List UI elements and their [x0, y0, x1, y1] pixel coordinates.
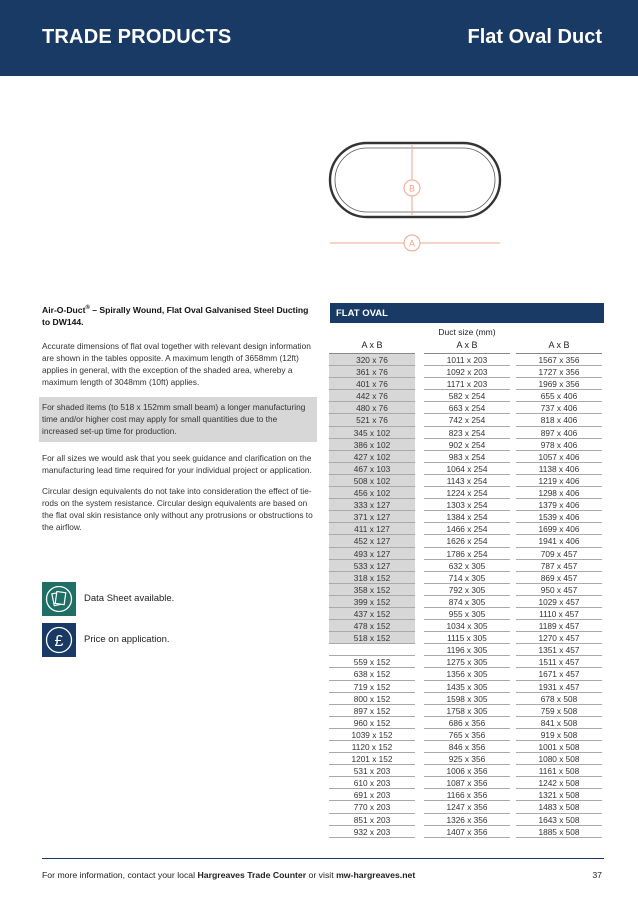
- table-cell: 1326 x 356: [424, 814, 510, 826]
- table-cell: 1356 x 305: [424, 668, 510, 680]
- table-cell: 1435 x 305: [424, 681, 510, 693]
- table-cell: 1758 x 305: [424, 705, 510, 717]
- table-cell: 1039 x 152: [329, 729, 415, 741]
- table-cell: 1786 x 254: [424, 548, 510, 560]
- table-cell: 1969 x 356: [516, 378, 602, 390]
- table-cell: 559 x 152: [329, 656, 415, 668]
- table-cell: 1384 x 254: [424, 511, 510, 523]
- size-column-3: [516, 353, 602, 838]
- page-number: 37: [592, 870, 602, 880]
- table-cell: 371 x 127: [329, 511, 415, 523]
- table-cell: 841 x 508: [516, 717, 602, 729]
- intro-heading: Air-O-Duct® – Spirally Wound, Flat Oval Galvanised Steel Ducting to DW144.: [42, 304, 309, 327]
- table-cell: 582 x 254: [424, 390, 510, 402]
- table-cell: 1029 x 457: [516, 596, 602, 608]
- table-title-bar: [330, 303, 604, 323]
- table-cell: 1626 x 254: [424, 535, 510, 547]
- table-cell: 818 x 406: [516, 414, 602, 426]
- table-cell: 1120 x 152: [329, 741, 415, 753]
- table-cell: 1511 x 457: [516, 656, 602, 668]
- table-cell: 925 x 356: [424, 753, 510, 765]
- table-cell: 345 x 102: [329, 427, 415, 439]
- label-b: B: [408, 183, 416, 194]
- table-cell: 333 x 127: [329, 499, 415, 511]
- table-cell: 1161 x 508: [516, 765, 602, 777]
- svg-text:£: £: [54, 633, 64, 650]
- table-cell: 709 x 457: [516, 548, 602, 560]
- table-cell: 823 x 254: [424, 427, 510, 439]
- table-cell: 361 x 76: [329, 366, 415, 378]
- table-cell: 759 x 508: [516, 705, 602, 717]
- table-cell: 1064 x 254: [424, 463, 510, 475]
- table-cell: 1483 x 508: [516, 801, 602, 813]
- table-cell: 978 x 406: [516, 439, 602, 451]
- table-cell: 1671 x 457: [516, 668, 602, 680]
- table-cell: 1247 x 356: [424, 801, 510, 813]
- table-cell: 787 x 457: [516, 560, 602, 572]
- table-cell: 874 x 305: [424, 596, 510, 608]
- table-cell: 1303 x 254: [424, 499, 510, 511]
- table-cell: 508 x 102: [329, 475, 415, 487]
- table-cell: 1189 x 457: [516, 620, 602, 632]
- table-cell: 714 x 305: [424, 572, 510, 584]
- table-cell: 442 x 76: [329, 390, 415, 402]
- footer-divider: [42, 858, 604, 859]
- table-cell: 770 x 203: [329, 801, 415, 813]
- table-cell: 1006 x 356: [424, 765, 510, 777]
- intro-text: [42, 302, 314, 542]
- oval-inner: [335, 148, 495, 212]
- table-cell: 1379 x 406: [516, 499, 602, 511]
- table-cell: 1224 x 254: [424, 487, 510, 499]
- table-cell: 399 x 152: [329, 596, 415, 608]
- table-cell: 1885 x 508: [516, 826, 602, 838]
- table-cell: 456 x 102: [329, 487, 415, 499]
- datasheet-row: [42, 582, 312, 618]
- table-cell: 1166 x 356: [424, 789, 510, 801]
- table-cell: 851 x 203: [329, 814, 415, 826]
- table-cell: 869 x 457: [516, 572, 602, 584]
- table-cell: 983 x 254: [424, 451, 510, 463]
- table-cell: 1115 x 305: [424, 632, 510, 644]
- table-cell: 919 x 508: [516, 729, 602, 741]
- table-cell: 401 x 76: [329, 378, 415, 390]
- table-cell: 955 x 305: [424, 608, 510, 620]
- table-cell: 1171 x 203: [424, 378, 510, 390]
- table-cell: 932 x 203: [329, 826, 415, 838]
- table-cell: 1034 x 305: [424, 620, 510, 632]
- table-cell: 467 x 103: [329, 463, 415, 475]
- shaded-note: For shaded items (to 518 x 152mm small beam) a longer manufacturing time and/or higher cost may apply for small quantities due to the increased set-up time for production.: [39, 397, 317, 442]
- table-cell: 719 x 152: [329, 681, 415, 693]
- table-cell: 846 x 356: [424, 741, 510, 753]
- table-cell: 452 x 127: [329, 535, 415, 547]
- table-cell: 663 x 254: [424, 402, 510, 414]
- table-cell: 358 x 152: [329, 584, 415, 596]
- table-cell: 318 x 152: [329, 572, 415, 584]
- table-cell: 1201 x 152: [329, 753, 415, 765]
- table-cell: 638 x 152: [329, 668, 415, 680]
- table-cell: 1092 x 203: [424, 366, 510, 378]
- table-cell: 1699 x 406: [516, 523, 602, 535]
- table-cell: 518 x 152: [329, 632, 415, 644]
- website-link: mw-hargreaves.net: [336, 870, 416, 880]
- table-cell: 1001 x 508: [516, 741, 602, 753]
- table-cell: 427 x 102: [329, 451, 415, 463]
- table-cell: 1407 x 356: [424, 826, 510, 838]
- table-cell: 1143 x 254: [424, 475, 510, 487]
- table-cell: 792 x 305: [424, 584, 510, 596]
- datasheet-icon: [42, 582, 76, 616]
- table-cell: 411 x 127: [329, 523, 415, 535]
- table-cell: 1087 x 356: [424, 777, 510, 789]
- table-cell: 1643 x 508: [516, 814, 602, 826]
- table-cell: 531 x 203: [329, 765, 415, 777]
- size-column-2: [424, 353, 510, 838]
- table-cell: 765 x 356: [424, 729, 510, 741]
- table-cell: 1598 x 305: [424, 693, 510, 705]
- table-cell: 478 x 152: [329, 620, 415, 632]
- table-cell: 897 x 152: [329, 705, 415, 717]
- page-header: [0, 0, 638, 76]
- pound-icon: [42, 623, 76, 657]
- section-title: TRADE PRODUCTS: [42, 26, 232, 48]
- table-title: FLAT OVAL: [336, 308, 388, 319]
- table-cell: 1196 x 305: [424, 644, 510, 656]
- table-cell: 533 x 127: [329, 560, 415, 572]
- table-cell: 1321 x 508: [516, 789, 602, 801]
- price-label: Price on application.: [84, 634, 170, 645]
- table-cell: 1011 x 203: [424, 354, 510, 366]
- table-cell: 493 x 127: [329, 548, 415, 560]
- flat-oval-diagram: [325, 135, 503, 260]
- duct-size-header: Duct size (mm): [438, 327, 496, 337]
- col3-header: A x B: [548, 340, 570, 350]
- col1-header: A x B: [361, 340, 383, 350]
- table-cell: 480 x 76: [329, 402, 415, 414]
- table-cell: 897 x 406: [516, 427, 602, 439]
- label-a: A: [408, 238, 416, 249]
- oval-outer: [330, 143, 500, 217]
- table-cell: 437 x 152: [329, 608, 415, 620]
- table-cell: 1219 x 406: [516, 475, 602, 487]
- table-cell: 1270 x 457: [516, 632, 602, 644]
- table-cell: 610 x 203: [329, 777, 415, 789]
- guidance-paragraph: For all sizes we would ask that you seek guidance and clarification on the manufacturing lead time required for your individual project or application.: [42, 452, 312, 475]
- table-cell: 960 x 152: [329, 717, 415, 729]
- table-cell: 1931 x 457: [516, 681, 602, 693]
- table-cell: 1727 x 356: [516, 366, 602, 378]
- table-cell: 1110 x 457: [516, 608, 602, 620]
- table-cell: 386 x 102: [329, 439, 415, 451]
- table-cell: 950 x 457: [516, 584, 602, 596]
- table-cell: 691 x 203: [329, 789, 415, 801]
- footer-text: For more information, contact your local Hargreaves Trade Counter or visit mw-hargreaves.net: [42, 870, 416, 880]
- table-cell: 1567 x 356: [516, 354, 602, 366]
- table-cell: 1351 x 457: [516, 644, 602, 656]
- col2-header: A x B: [456, 340, 478, 350]
- table-cell: 1275 x 305: [424, 656, 510, 668]
- table-cell: 1941 x 406: [516, 535, 602, 547]
- table-cell: 1138 x 406: [516, 463, 602, 475]
- table-cell: 655 x 406: [516, 390, 602, 402]
- table-cell: 678 x 508: [516, 693, 602, 705]
- product-title: Flat Oval Duct: [467, 26, 602, 48]
- table-cell: 1298 x 406: [516, 487, 602, 499]
- table-cell: 1242 x 508: [516, 777, 602, 789]
- table-cell: 1466 x 254: [424, 523, 510, 535]
- table-cell: 686 x 356: [424, 717, 510, 729]
- table-cell: 320 x 76: [329, 354, 415, 366]
- datasheet-label: Data Sheet available.: [84, 593, 175, 604]
- table-cell: 902 x 254: [424, 439, 510, 451]
- table-cell: 737 x 406: [516, 402, 602, 414]
- table-cell: 1057 x 406: [516, 451, 602, 463]
- circular-equivalents-paragraph: Circular design equivalents do not take into consideration the effect of tie-rods on the system resistance. Circular design equivalents are based on the flat oval skin resistance only without any protrusions or obstructions to the airflow.: [42, 485, 313, 532]
- table-cell: 1080 x 508: [516, 753, 602, 765]
- table-cell: 1539 x 406: [516, 511, 602, 523]
- table-cell: 800 x 152: [329, 693, 415, 705]
- table-cell: [329, 644, 415, 656]
- intro-paragraph: Accurate dimensions of flat oval together with relevant design information are shown in the tables opposite. A maximum length of 3658mm (12ft) applies in general, with the exception of the shaded area, whereby a maximum length of 3048mm (10ft) applies.: [42, 340, 311, 387]
- price-row: [42, 623, 312, 659]
- table-cell: 632 x 305: [424, 560, 510, 572]
- size-column-1: [329, 353, 415, 838]
- table-cell: 742 x 254: [424, 414, 510, 426]
- table-cell: 521 x 76: [329, 414, 415, 426]
